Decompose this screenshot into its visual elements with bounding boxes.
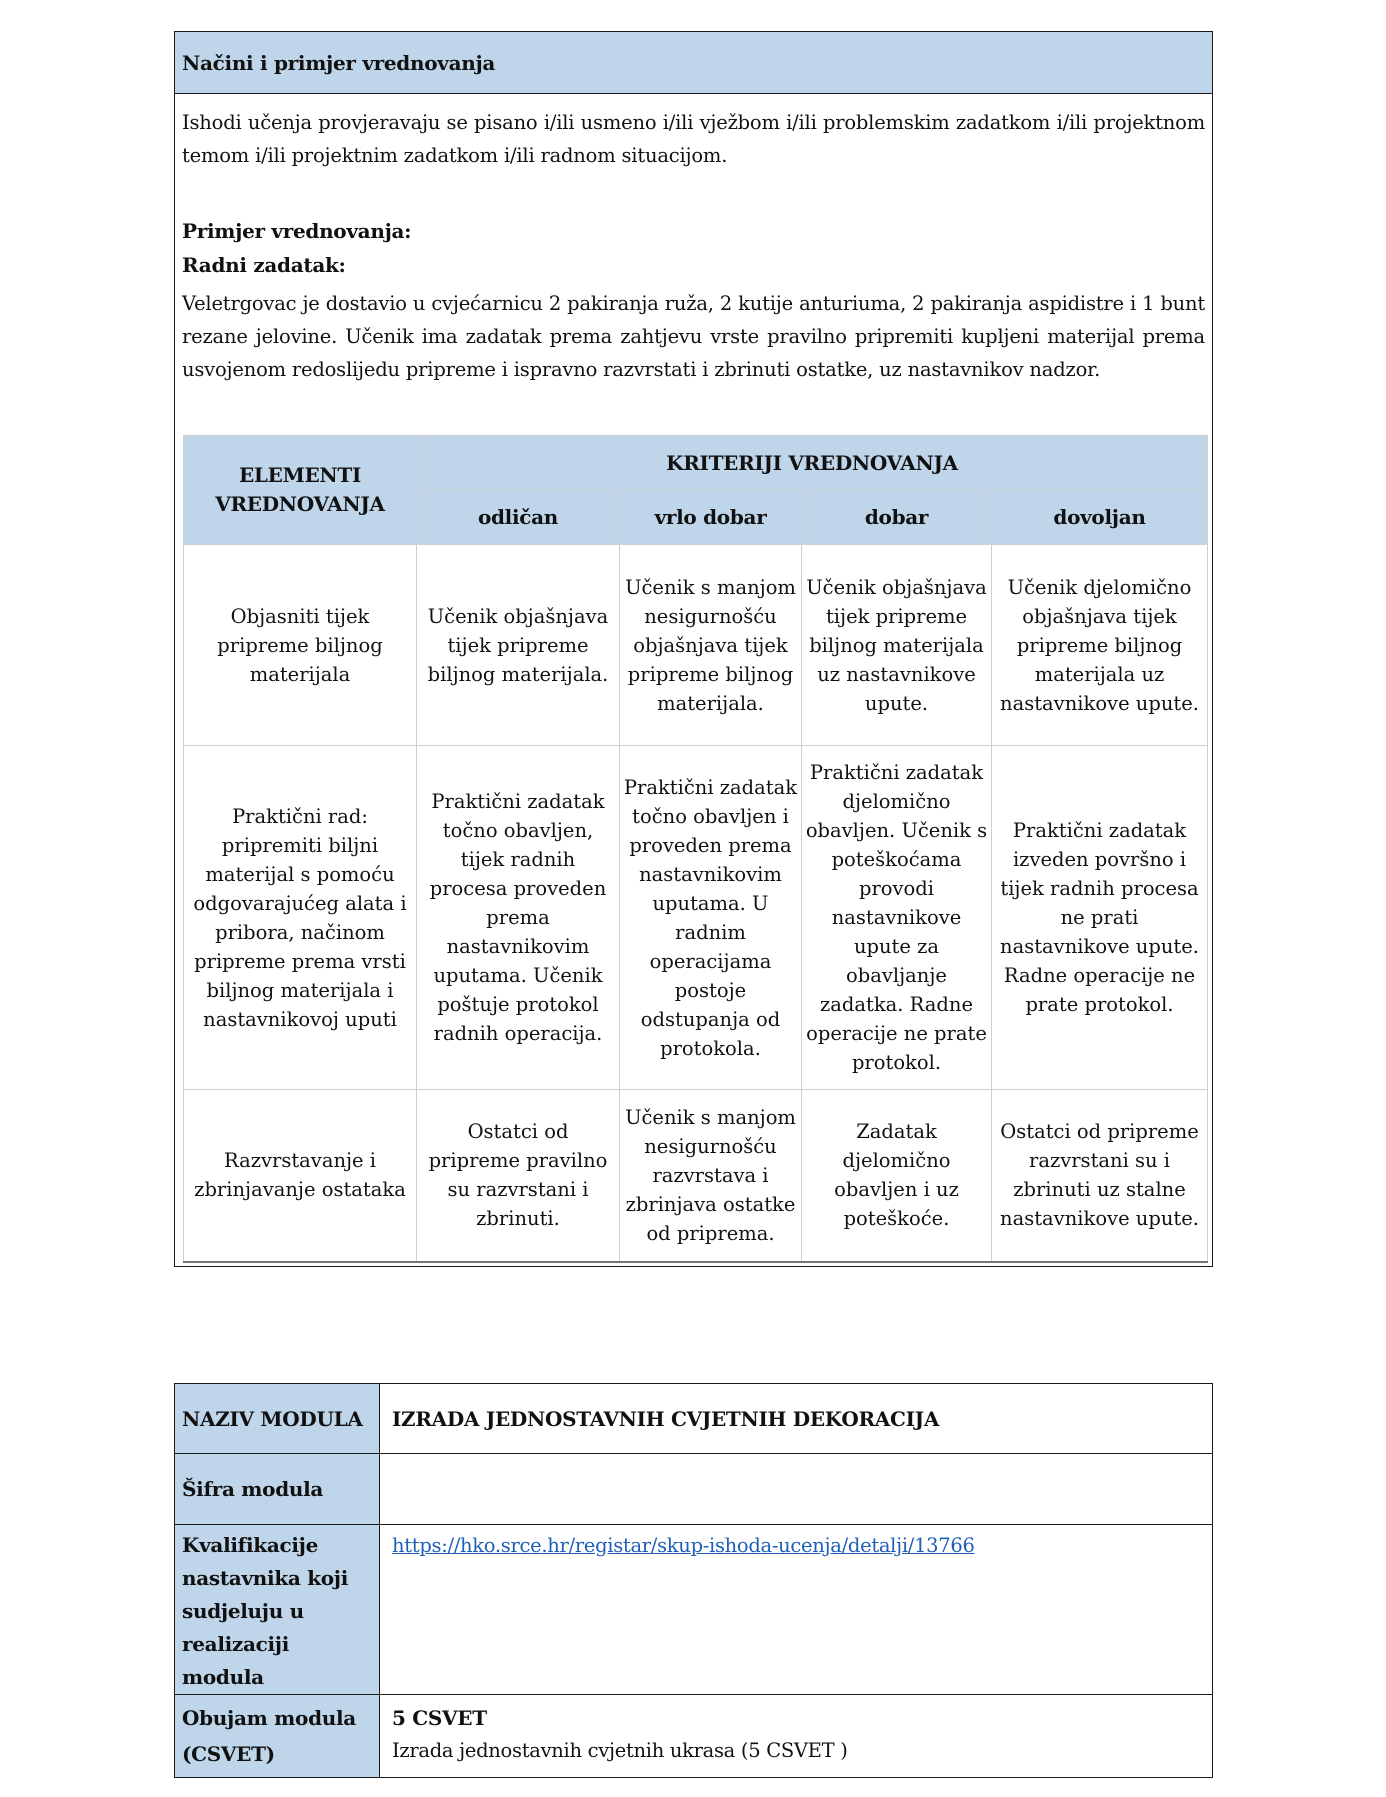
rubric-cell: Praktični zadatak izveden površno i tijek radnih procesa ne prati nastavnikove upute. Radne operacije ne prate protokol. [992,746,1208,1090]
elements-header: ELEMENTI VREDNOVANJA [184,436,417,545]
module-code-label: Šifra modula [175,1454,380,1525]
rubric-cell: Učenik s manjom nesigurnošću razvrstava i zbrinjava ostatke od priprema. [620,1090,802,1262]
section-title: Načini i primjer vrednovanja [175,32,1212,94]
rubric-cell: Učenik s manjom nesigurnošću objašnjava tijek pripreme biljnog materijala. [620,545,802,746]
teacher-qualifications-value [380,1525,1213,1695]
module-name-value: IZRADA JEDNOSTAVNIH CVJETNIH DEKORACIJA [380,1384,1213,1454]
rubric-element: Razvrstavanje i zbrinjavanje ostataka [184,1090,417,1262]
rubric-cell: Učenik objašnjava tijek pripreme biljnog materijala uz nastavnikove upute. [802,545,992,746]
rubric-cell: Zadatak djelomično obavljen i uz poteškoće. [802,1090,992,1262]
teacher-qualifications-row [175,1525,1213,1695]
assessment-intro: Ishodi učenja provjeravaju se pisano i/ili usmeno i/ili vježbom i/ili problemskim zadatkom i/ili projektnom temom i/ili projektnim zadatkom i/ili radnom situacijom. [182,111,1205,167]
credits-detail: Izrada jednostavnih cvjetnih ukrasa (5 CSVET ) [392,1739,848,1762]
rubric-element: Praktični rad: pripremiti biljni materijal s pomoću odgovarajućeg alata i pribora, načinom pripreme prema vrsti biljnog materijala i nastavnikovoj uputi [184,746,417,1090]
rubric-cell: Praktični zadatak točno obavljen, tijek radnih procesa proveden prema nastavnikovim uputama. Učenik poštuje protokol radnih operacija. [417,746,620,1090]
module-code-value [380,1454,1213,1525]
rubric-cell: Učenik djelomično objašnjava tijek pripreme biljnog materijala uz nastavnikove upute. [992,545,1208,746]
table-row [184,1090,1208,1262]
module-name-row [175,1384,1213,1454]
task-text: Veletrgovac je dostavio u cvjećarnicu 2 pakiranja ruža, 2 kutije anturiuma, 2 pakiranja aspidistre i 1 bunt rezane jelovine. Učenik ima zadatak prema zahtjevu vrste pravilno pripremiti kupljeni materijal prema usvojenom redoslijedu pripreme i ispravno razvrstati i zbrinuti ostatke, uz nastavnikov nadzor. [182,292,1205,381]
qualifications-link[interactable]: https://hko.srce.hr/registar/skup-ishoda-ucenja/detalji/13766 [392,1534,975,1557]
rubric-header-row [184,436,1208,491]
rubric-cell: Praktični zadatak djelomično obavljen. Učenik s poteškoćama provodi nastavnikove upute za obavljanje zadatka. Radne operacije ne prate protokol. [802,746,992,1090]
task-heading: Radni zadatak: [182,253,346,277]
module-name-label: NAZIV MODULA [175,1384,380,1454]
rubric-cell: Ostatci od pripreme razvrstani su i zbrinuti uz stalne nastavnikove upute. [992,1090,1208,1262]
table-row [184,545,1208,746]
module-volume-row [175,1695,1213,1778]
assessment-section [174,31,1213,1267]
criteria-header: KRITERIJI VREDNOVANJA [417,436,1208,491]
example-heading: Primjer vrednovanja: [182,219,412,243]
rubric-element: Objasniti tijek pripreme biljnog materijala [184,545,417,746]
teacher-qualifications-label: Kvalifikacije nastavnika koji sudjeluju u realizaciji modula [175,1525,380,1695]
rubric-cell: Ostatci od pripreme pravilno su razvrstani i zbrinuti. [417,1090,620,1262]
grade-header-good: dobar [802,491,992,545]
table-row [184,746,1208,1090]
module-code-row [175,1454,1213,1525]
grade-header-excellent: odličan [417,491,620,545]
module-volume-label: Obujam modula (CSVET) [175,1695,380,1778]
assessment-body [175,94,1212,386]
module-table [174,1383,1213,1778]
rubric-cell: Učenik objašnjava tijek pripreme biljnog materijala. [417,545,620,746]
rubric-table [183,435,1208,1263]
grade-header-very-good: vrlo dobar [620,491,802,545]
credits-total: 5 CSVET [392,1706,487,1730]
grade-header-sufficient: dovoljan [992,491,1208,545]
module-volume-value [380,1695,1213,1778]
rubric-cell: Praktični zadatak točno obavljen i proveden prema nastavnikovim uputama. U radnim operacijama postoje odstupanja od protokola. [620,746,802,1090]
